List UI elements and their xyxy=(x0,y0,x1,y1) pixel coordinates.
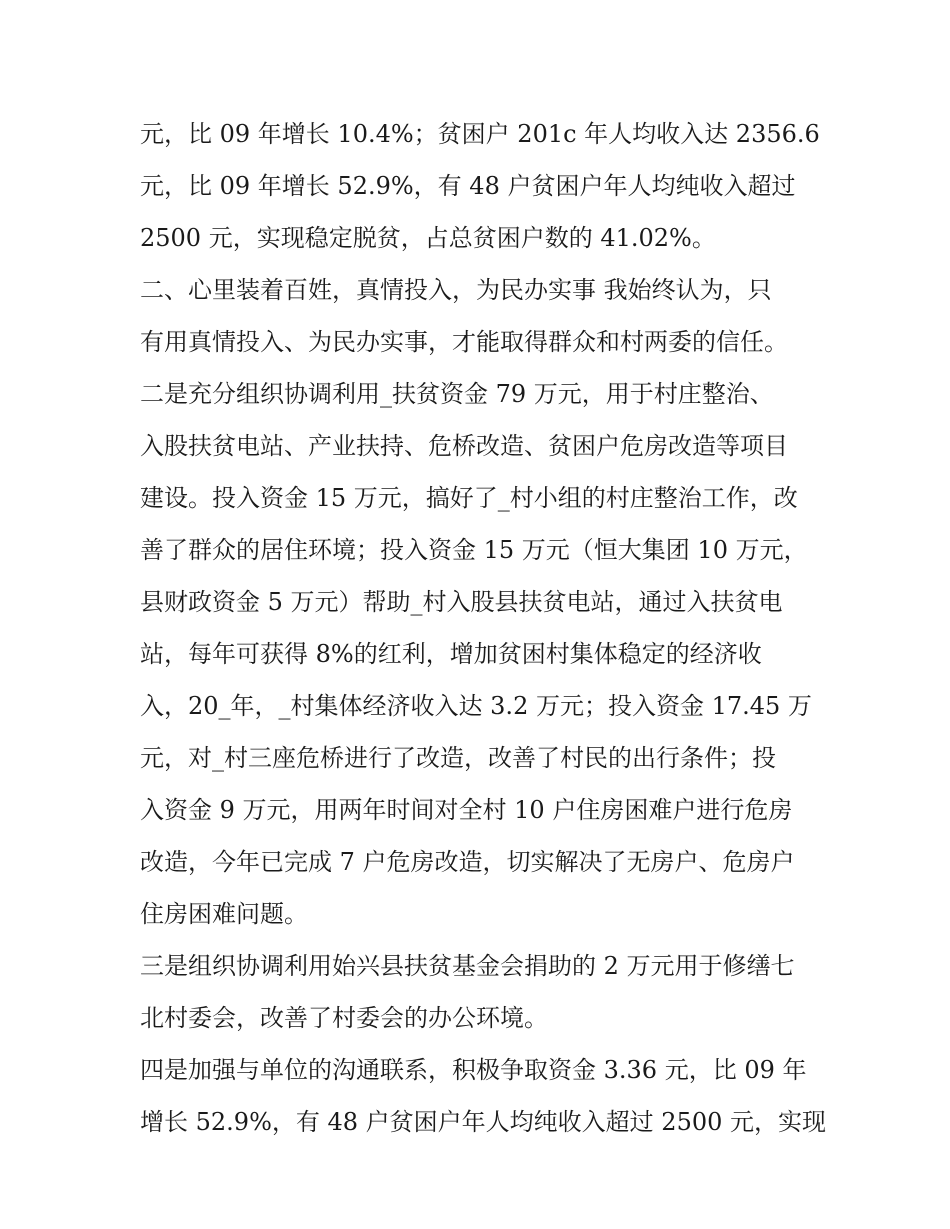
text-line: 改造，今年已完成 7 户危房改造，切实解决了无房户、危房户 xyxy=(140,848,795,876)
text-line: 入资金 9 万元，用两年时间对全村 10 户住房困难户进行危房 xyxy=(140,796,793,824)
text-line: 增长 52.9%，有 48 户贫困户年人均纯收入超过 2500 元，实现 xyxy=(140,1108,827,1136)
paragraph-start-line: 四是加强与单位的沟通联系，积极争取资金 3.36 元，比 09 年 xyxy=(140,1056,807,1084)
text-line: 北村委会，改善了村委会的办公环境。 xyxy=(140,1004,548,1032)
text-line: 元，对_村三座危桥进行了改造，改善了村民的出行条件；投 xyxy=(140,744,776,772)
section-heading-line: 二、心里装着百姓，真情投入，为民办实事 我始终认为，只 xyxy=(140,276,772,304)
text-line: 住房困难问题。 xyxy=(140,900,308,928)
text-line: 入股扶贫电站、产业扶持、危桥改造、贫困户危房改造等项目 xyxy=(140,432,788,460)
body-text xyxy=(140,108,830,1148)
text-line: 元，比 09 年增长 10.4%；贫困户 201c 年人均收入达 2356.6 xyxy=(140,120,820,148)
text-line: 县财政资金 5 万元）帮助_村入股县扶贫电站，通过入扶贫电 xyxy=(140,588,783,616)
text-line: 2500 元，实现稳定脱贫，占总贫困户数的 41.02%。 xyxy=(140,224,716,252)
text-line: 元，比 09 年增长 52.9%，有 48 户贫困户年人均纯收入超过 xyxy=(140,172,796,200)
text-line: 有用真情投入、为民办实事，才能取得群众和村两委的信任。 xyxy=(140,328,788,356)
paragraph-start-line: 二是充分组织协调利用_扶贫资金 79 万元，用于村庄整治、 xyxy=(140,380,774,408)
paragraph-start-line: 三是组织协调利用始兴县扶贫基金会捐助的 2 万元用于修缮七 xyxy=(140,952,795,980)
text-line: 建设。投入资金 15 万元，搞好了_村小组的村庄整治工作，改 xyxy=(140,484,798,512)
text-line: 善了群众的居住环境；投入资金 15 万元（恒大集团 10 万元， xyxy=(140,536,808,564)
text-line: 站，每年可获得 8%的红利，增加贫困村集体稳定的经济收 xyxy=(140,640,762,668)
text-line: 入，20_年，_村集体经济收入达 3.2 万元；投入资金 17.45 万 xyxy=(140,692,812,720)
